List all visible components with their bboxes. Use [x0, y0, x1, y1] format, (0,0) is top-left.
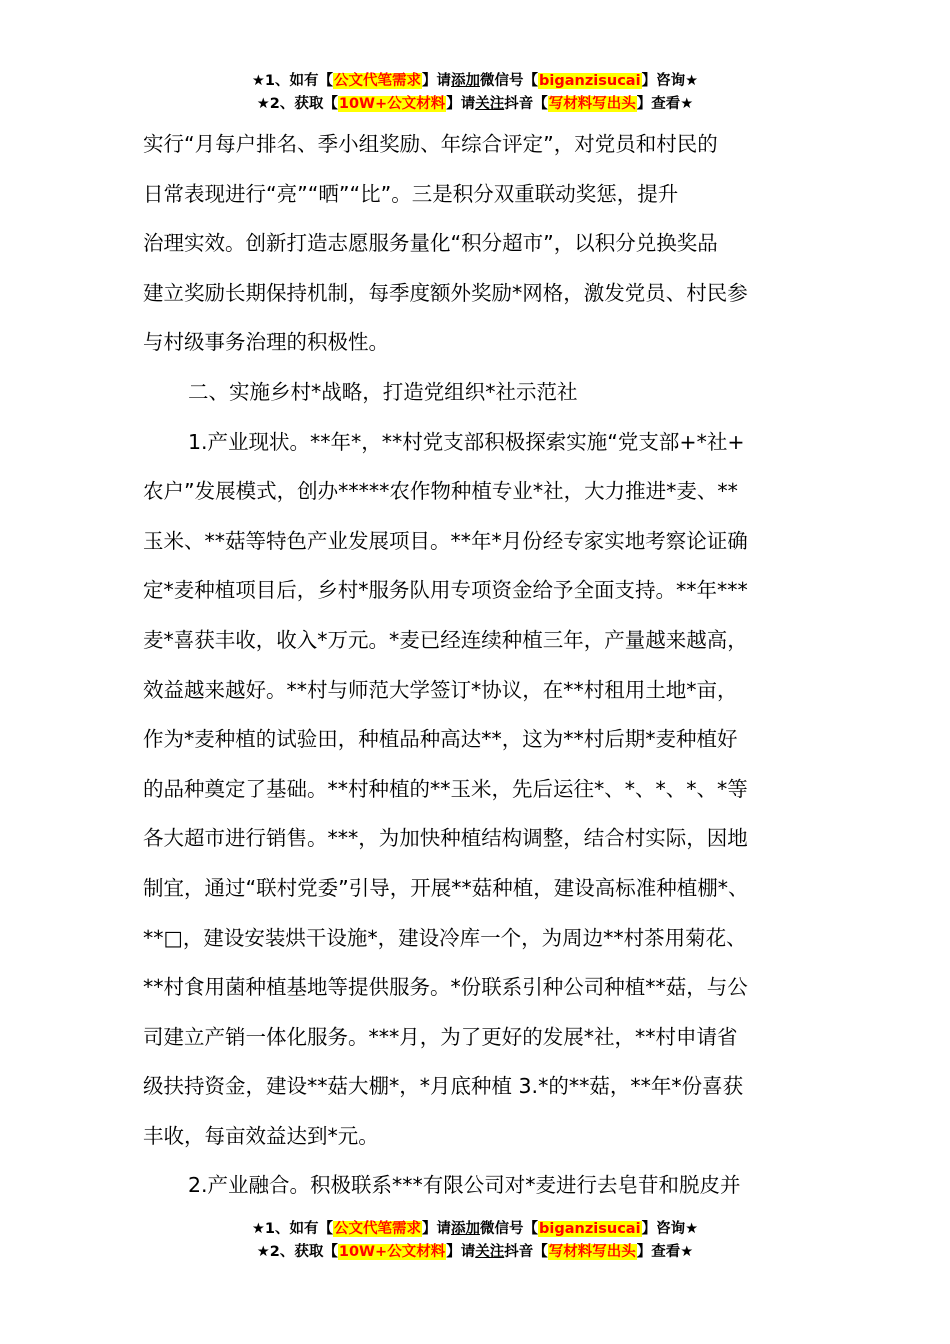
- promo-text: 微信号【: [480, 1221, 539, 1237]
- body-line: 日常表现进行“亮”“晒”“比”。三是积分双重联动奖惩，提升: [143, 181, 679, 206]
- promo-text: 微信号【: [480, 73, 539, 89]
- promo-text: ★2、获取【: [256, 96, 338, 112]
- promo-highlight: 10W+公文材料: [338, 96, 446, 112]
- promo-text: 】查看★: [636, 96, 694, 112]
- body-line: 制宜，通过“联村党委”引导，开展**菇种植，建设高标准种植棚*、: [143, 875, 749, 900]
- promo-text: 】请: [446, 96, 476, 112]
- promo-text: 】请: [446, 1244, 476, 1260]
- body-line: 建立奖励长期保持机制，每季度额外奖励*网格，激发党员、村民参: [143, 280, 748, 305]
- promo-text: 】查看★: [636, 1244, 694, 1260]
- promo-line-1: [0, 70, 950, 93]
- body-line: 农户”发展模式，创办*****农作物种植专业*社，大力推进*麦、**: [143, 479, 738, 504]
- promo-highlight: biganzisucai: [539, 1221, 641, 1237]
- body-line: 的品种奠定了基础。**村种植的**玉米，先后运往*、*、*、*、*等: [143, 776, 748, 801]
- promo-text: 抖音【: [504, 96, 548, 112]
- body-line: 治理实效。创新打造志愿服务量化“积分超市”，以积分兑换奖品: [143, 231, 718, 256]
- promo-text: ★1、如有【: [251, 73, 334, 89]
- promo-highlight: 写材料写出头: [548, 96, 636, 112]
- section-heading: 二、实施乡村*战略，打造党组织*社示范社: [188, 379, 578, 404]
- body-line: 效益越来越好。**村与师范大学签订*协议，在**村租用土地*亩，: [143, 677, 738, 702]
- promo-text: ★2、获取【: [256, 1244, 338, 1260]
- promo-text: ★1、如有【: [251, 1221, 334, 1237]
- body-line: 实行“月每户排名、季小组奖励、年综合评定”，对党员和村民的: [143, 132, 718, 156]
- promo-text: 】咨询★: [641, 1221, 699, 1237]
- promo-highlight: 公文代笔需求: [334, 1221, 422, 1237]
- promo-underline: 关注: [475, 1244, 505, 1260]
- body-line: 各大超市进行销售。***，为加快种植结构调整，结合村实际，因地: [143, 826, 748, 851]
- body-line: 麦*喜获丰收，收入*万元。*麦已经连续种植三年，产量越来越高，: [143, 627, 748, 652]
- body-line: 玉米、**菇等特色产业发展项目。**年*月份经专家实地考察论证确: [143, 528, 748, 553]
- promo-text: 】咨询★: [641, 73, 699, 89]
- paragraph-start: 1.产业现状。**年*，**村党支部积极探索实施“党支部+*社+: [188, 429, 745, 454]
- body-line: **□，建设安装烘干设施*，建设冷库一个，为周边**村茶用菊花、: [143, 925, 747, 950]
- promo-highlight: biganzisucai: [539, 73, 641, 89]
- body-line: 级扶持资金，建设**菇大棚*，*月底种植 3.*的**菇，**年*份喜获: [143, 1074, 744, 1099]
- promo-line-2: [0, 1241, 950, 1264]
- body-line: 作为*麦种植的试验田，种植品种高达**，这为**村后期*麦种植好: [143, 727, 738, 752]
- bottom-promo-banner: [0, 1218, 950, 1264]
- promo-highlight: 写材料写出头: [548, 1244, 636, 1260]
- promo-line-1: [0, 1218, 950, 1241]
- promo-underline: 添加: [451, 73, 481, 89]
- promo-highlight: 10W+公文材料: [338, 1244, 446, 1260]
- body-line: 丰收，每亩效益达到*元。: [143, 1123, 379, 1148]
- body-line: 与村级事务治理的积极性。: [143, 330, 389, 355]
- promo-text: 抖音【: [504, 1244, 548, 1260]
- paragraph-start: 2.产业融合。积极联系***有限公司对*麦进行去皂苷和脱皮并: [188, 1173, 741, 1198]
- promo-underline: 添加: [451, 1221, 481, 1237]
- promo-underline: 关注: [475, 96, 505, 112]
- body-line: 司建立产销一体化服务。***月，为了更好的发展*社，**村申请省: [143, 1024, 738, 1049]
- promo-text: 】请: [422, 1221, 452, 1237]
- promo-text: 】请: [422, 73, 452, 89]
- top-promo-banner: [0, 70, 950, 116]
- body-line: 定*麦种植项目后，乡村*服务队用专项资金给予全面支持。**年***: [143, 578, 748, 603]
- document-body: [143, 122, 823, 1213]
- promo-line-2: [0, 93, 950, 116]
- body-line: **村食用菌种植基地等提供服务。*份联系引种公司种植**菇，与公: [143, 975, 748, 1000]
- promo-highlight: 公文代笔需求: [334, 73, 422, 89]
